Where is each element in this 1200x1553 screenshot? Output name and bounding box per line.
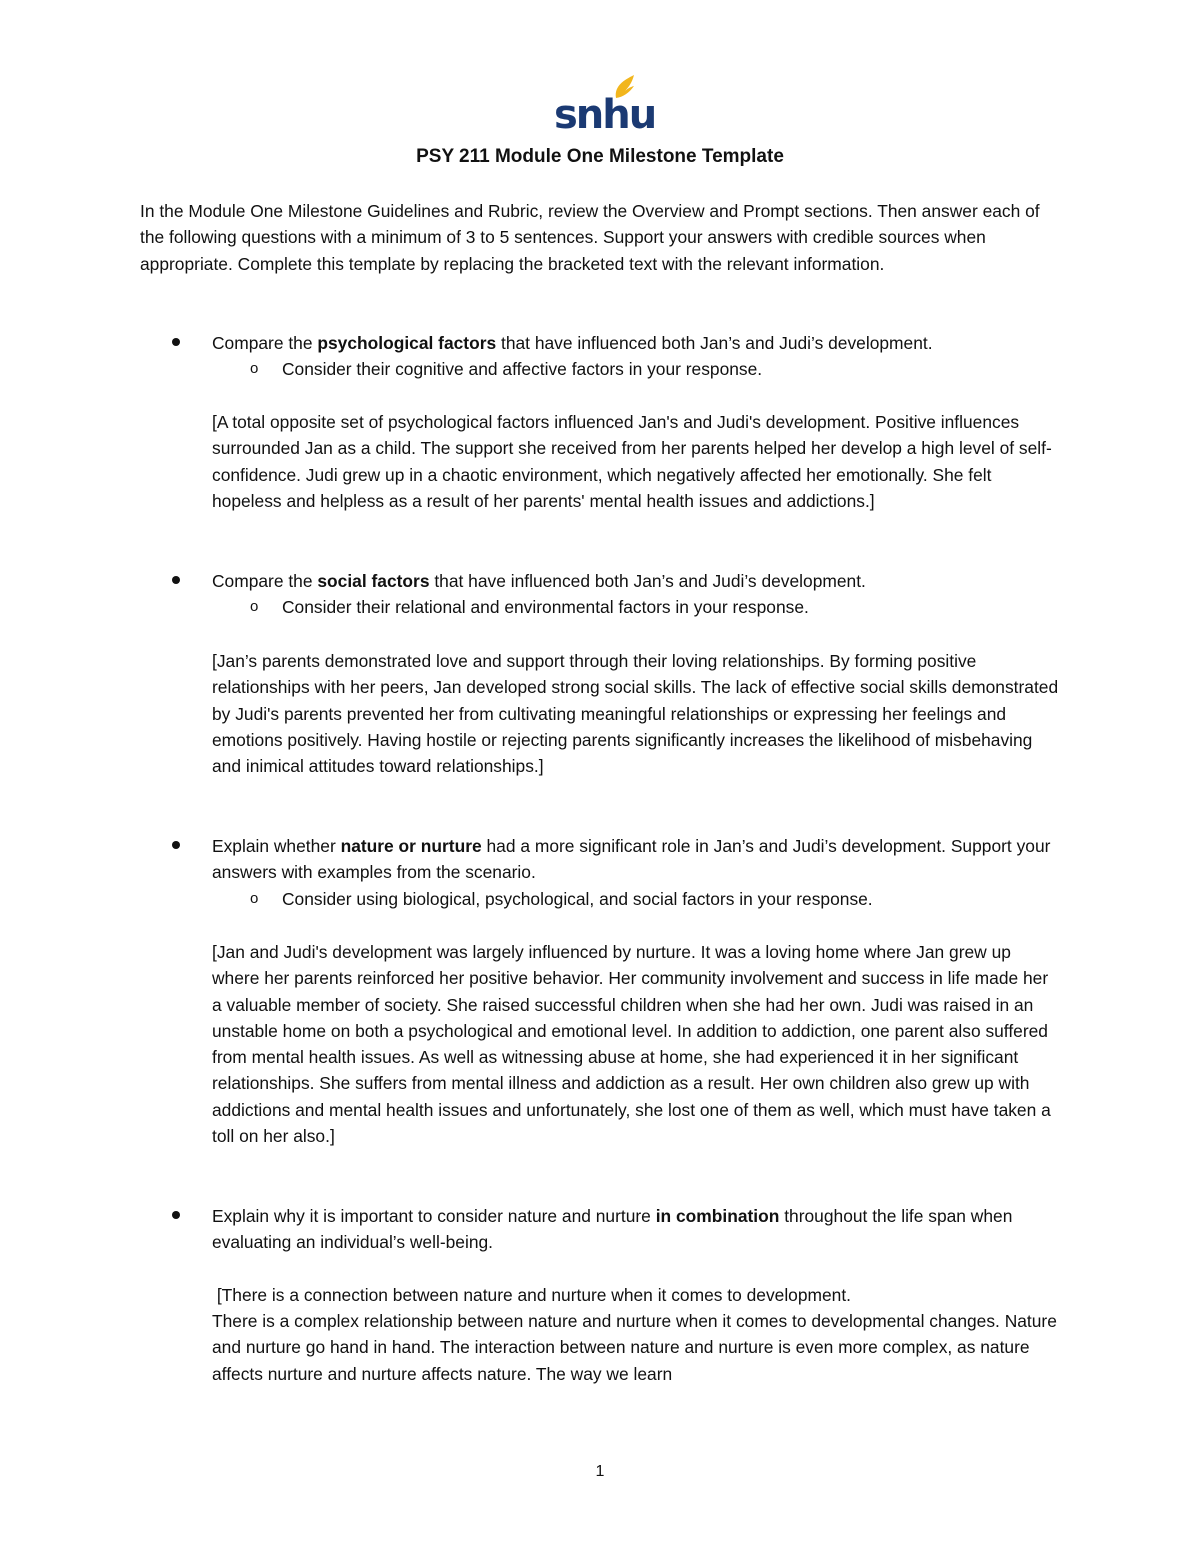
answer-4-first-line: [There is a connection between nature and nurture when it comes to development.	[212, 1285, 852, 1305]
sub-bullet-icon: o	[250, 890, 259, 907]
answer-3: [Jan and Judi's development was largely influenced by nurture. It was a loving home where Jan grew up where her parents reinforced her positive behavior. Her community involvement and success in life made her a valuable member of society. She raised successful children when she had her own. Judi was raised in an unstable home on both a psychological and emotional level. In addition to addiction, one parent also suffered from mental health issues. As well as witnessing abuse at home, she had experienced it in her significant relationships. She suffers from mental illness and addiction as a result. Her own children also grew up with addictions and mental health issues and unfortunately, she lost one of them as well, which must have taken a toll on her also.]	[212, 942, 1051, 1147]
sub-bullet-icon: o	[250, 360, 259, 377]
question-1-prompt: Compare the psychological factors that have influenced both Jan’s and Judi’s development.	[212, 333, 933, 353]
sub-bullet-icon: o	[250, 598, 259, 615]
snhu-logo-graphic	[554, 74, 656, 138]
page-title: PSY 211 Module One Milestone Template	[416, 146, 784, 167]
question-2-subprompt-text: Consider their relational and environmental factors in your response.	[282, 597, 809, 617]
answer-1: [A total opposite set of psychological factors influenced Jan's and Judi's development. Positive influences surrounded Jan as a child. The support she received from her parents helped her develop a high level of self-confidence. Judi grew up in a chaotic environment, which negatively affected her emotionally. She felt hopeless and helpless as a result of her parents' mental health issues and addictions.]	[212, 412, 1052, 511]
bullet-icon	[172, 1211, 180, 1219]
question-3-prompt: Explain whether nature or nurture had a more significant role in Jan’s and Judi’s development. Support your answers with examples from the scenario.	[212, 836, 1051, 883]
question-3-subprompt-text: Consider using biological, psychological, and social factors in your response.	[282, 889, 873, 909]
question-4-prompt: Explain why it is important to consider nature and nurture in combination throughout the life span when evaluating an individual’s well-being.	[212, 1206, 1013, 1253]
bullet-icon	[172, 338, 180, 346]
question-2-prompt: Compare the social factors that have influenced both Jan’s and Judi’s development.	[212, 571, 866, 591]
bullet-icon	[172, 841, 180, 849]
answer-2: [Jan’s parents demonstrated love and support through their loving relationships. By forming positive relationships with her peers, Jan developed strong social skills. The lack of effective social skills demonstrated by Judi's parents prevented her from cultivating meaningful relationships or expressing her feelings and emotions positively. Having hostile or rejecting parents significantly increases the likelihood of misbehaving and inimical attitudes toward relationships.]	[212, 651, 1059, 777]
intro-paragraph: In the Module One Milestone Guidelines and Rubric, review the Overview and Prompt sections. Then answer each of the following questions with a minimum of 3 to 5 sentences. Support your answers with credible sources when appropriate. Complete this template by replacing the bracketed text with the relevant information.	[140, 201, 1040, 274]
question-1-subprompt-text: Consider their cognitive and affective factors in your response.	[282, 359, 763, 379]
snhu-logo	[554, 74, 656, 138]
logo-wordmark: snhu	[554, 92, 656, 138]
page-number: 1	[595, 1463, 605, 1480]
bullet-icon	[172, 576, 180, 584]
answer-4: There is a complex relationship between nature and nurture when it comes to developmental changes. Nature and nurture go hand in hand. The interaction between nature and nurture is even more complex, as nature affects nurture and nurture affects nature. The way we learn	[212, 1311, 1057, 1384]
